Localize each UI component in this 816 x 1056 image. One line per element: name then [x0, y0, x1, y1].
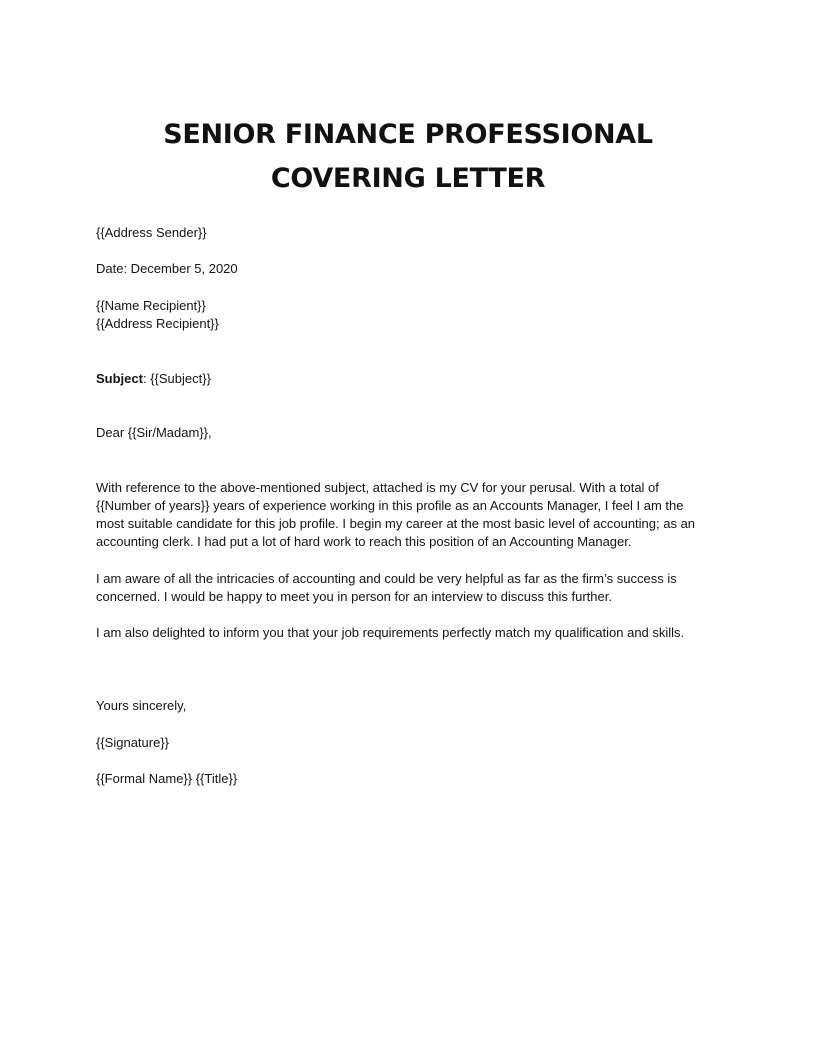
address-recipient: {{Address Recipient}} [96, 315, 219, 331]
paragraph-3: I am also delighted to inform you that your job requirements perfectly match my qualification and skills. [96, 625, 685, 641]
paragraph-1-line: most suitable candidate for this job profile. I begin my career at the most basic level of accounting; as an [96, 516, 696, 532]
paragraph-2-line: I am aware of all the intricacies of accounting and could be very helpful as far as the firm’s success is [96, 570, 677, 586]
paragraph-1-line: accounting clerk. I had put a lot of hard work to reach this position of an Accounting Manager. [96, 534, 632, 550]
formal-name-title: {{Formal Name}} {{Title}} [96, 770, 238, 786]
salutation: Dear {{Sir/Madam}}, [96, 425, 212, 441]
paragraph-1 [96, 479, 726, 552]
letter-body [96, 224, 726, 788]
signature: {{Signature}} [96, 734, 170, 750]
name-recipient: {{Name Recipient}} [96, 297, 206, 313]
paragraph-2-line: concerned. I would be happy to meet you in person for an interview to discuss this further. [96, 588, 612, 604]
paragraph-1-line: With reference to the above-mentioned subject, attached is my CV for your perusal. With a total of [96, 479, 659, 495]
page-title [0, 113, 816, 201]
title-line-2: COVERING LETTER [270, 163, 546, 194]
subject-line [96, 370, 726, 388]
paragraph-2 [96, 570, 726, 606]
address-sender: {{Address Sender}} [96, 225, 207, 240]
paragraph-1-line: {{Number of years}} years of experience working in this profile as an Accounts Manager, I feel I am the [96, 497, 684, 513]
subject-value: : {{Subject}} [142, 370, 211, 386]
closing: Yours sincerely, [96, 698, 187, 714]
letter-date: Date: December 5, 2020 [96, 261, 238, 277]
subject-label: Subject [96, 370, 143, 386]
title-line-1: SENIOR FINANCE PROFESSIONAL [163, 119, 653, 150]
